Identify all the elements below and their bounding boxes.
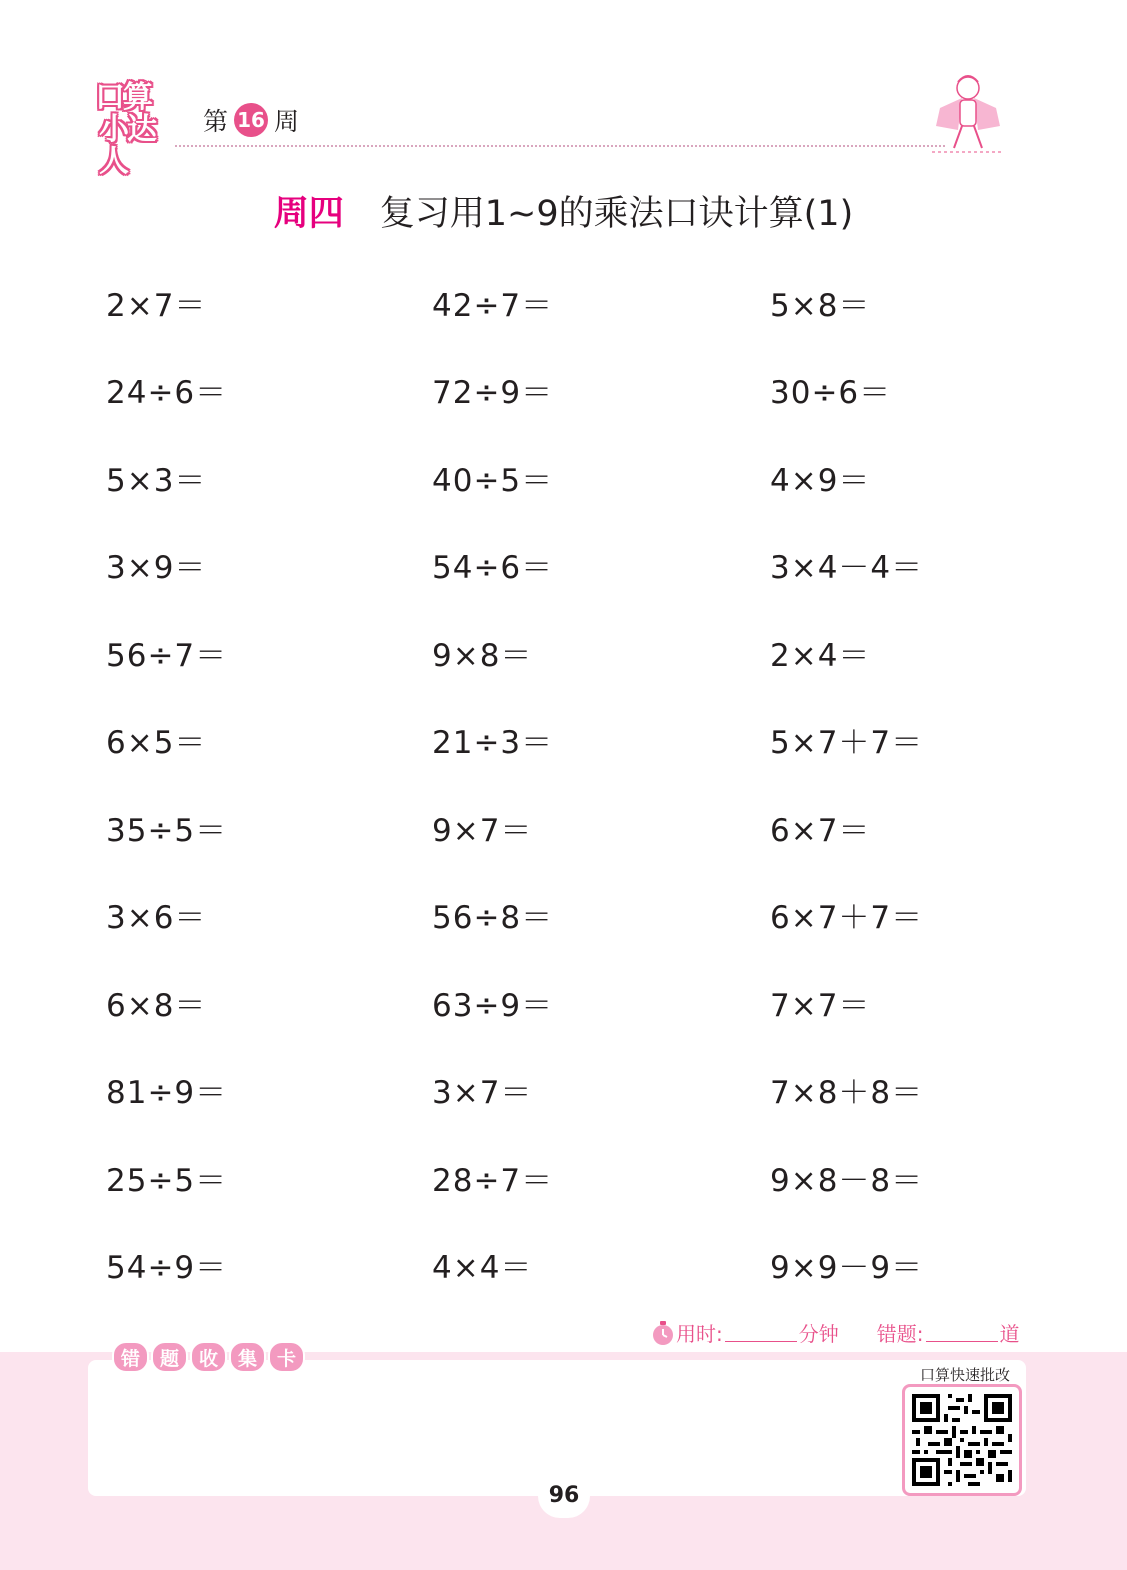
- time-record: [650, 1318, 1020, 1347]
- qr-caption: 口算快速批改: [919, 1366, 1010, 1384]
- problem: 2×4＝: [770, 638, 871, 674]
- page-number: 96: [538, 1474, 590, 1518]
- book-logo: [95, 80, 180, 179]
- problem: 7×8＋8＝: [770, 1075, 924, 1111]
- problem: 7×7＝: [770, 988, 871, 1024]
- problem: 21÷3＝: [432, 725, 554, 761]
- week-number-badge: 16: [234, 103, 268, 137]
- problem: 9×7＝: [432, 813, 533, 849]
- mascot-icon: [922, 68, 1014, 160]
- problem: 72÷9＝: [432, 375, 554, 411]
- problem: 56÷8＝: [432, 900, 554, 936]
- problem: 56÷7＝: [106, 638, 228, 674]
- problem: 42÷7＝: [432, 288, 554, 324]
- problem: 24÷6＝: [106, 375, 228, 411]
- problem: 30÷6＝: [770, 375, 892, 411]
- card-label-char: 收: [190, 1341, 227, 1373]
- problem: 63÷9＝: [432, 988, 554, 1024]
- problem: 5×3＝: [106, 463, 207, 499]
- mistake-card-label: [112, 1341, 305, 1373]
- logo-line-2: 小达人: [99, 112, 155, 179]
- problem: 6×5＝: [106, 725, 207, 761]
- title-topic: 复习用1~9的乘法口诀计算(1): [379, 194, 854, 234]
- problem: 3×6＝: [106, 900, 207, 936]
- problem: 4×9＝: [770, 463, 871, 499]
- problem: 6×7＋7＝: [770, 900, 924, 936]
- week-indicator: [203, 102, 299, 138]
- problem: 25÷5＝: [106, 1163, 228, 1199]
- problem: 5×7＋7＝: [770, 725, 924, 761]
- problem: 2×7＝: [106, 288, 207, 324]
- problem: 54÷6＝: [432, 550, 554, 586]
- errors-blank[interactable]: [926, 1323, 998, 1342]
- problem: 3×4－4＝: [770, 550, 924, 586]
- problem: 81÷9＝: [106, 1075, 228, 1111]
- problem: 40÷5＝: [432, 463, 554, 499]
- problem: 5×8＝: [770, 288, 871, 324]
- problem: 54÷9＝: [106, 1250, 228, 1286]
- qr-code-frame[interactable]: [902, 1384, 1022, 1496]
- problem: 6×8＝: [106, 988, 207, 1024]
- problem: 3×9＝: [106, 550, 207, 586]
- logo-line-1: 口算: [95, 80, 151, 115]
- problem: 9×8－8＝: [770, 1163, 924, 1199]
- problem: 28÷7＝: [432, 1163, 554, 1199]
- problem: 9×8＝: [432, 638, 533, 674]
- stopwatch-icon: [650, 1320, 676, 1346]
- problem: 6×7＝: [770, 813, 871, 849]
- week-suffix: 周: [274, 107, 300, 136]
- problem: 3×7＝: [432, 1075, 533, 1111]
- time-unit: 分钟: [798, 1322, 839, 1346]
- problem: 9×9－9＝: [770, 1250, 924, 1286]
- week-prefix: 第: [203, 107, 229, 136]
- title-day: 周四: [273, 194, 344, 234]
- errors-label: 错题:: [876, 1322, 924, 1346]
- problem: 4×4＝: [432, 1250, 533, 1286]
- problem: 35÷5＝: [106, 813, 228, 849]
- time-blank[interactable]: [725, 1323, 797, 1342]
- card-label-char: 集: [229, 1341, 266, 1373]
- card-label-char: 卡: [268, 1341, 305, 1373]
- page-title: [0, 186, 1127, 236]
- card-label-char: 错: [112, 1341, 149, 1373]
- qr-code-icon: [912, 1394, 1012, 1486]
- header-divider: [175, 145, 945, 147]
- errors-unit: 道: [999, 1322, 1020, 1346]
- time-label: 用时:: [676, 1322, 723, 1346]
- card-label-char: 题: [151, 1341, 188, 1373]
